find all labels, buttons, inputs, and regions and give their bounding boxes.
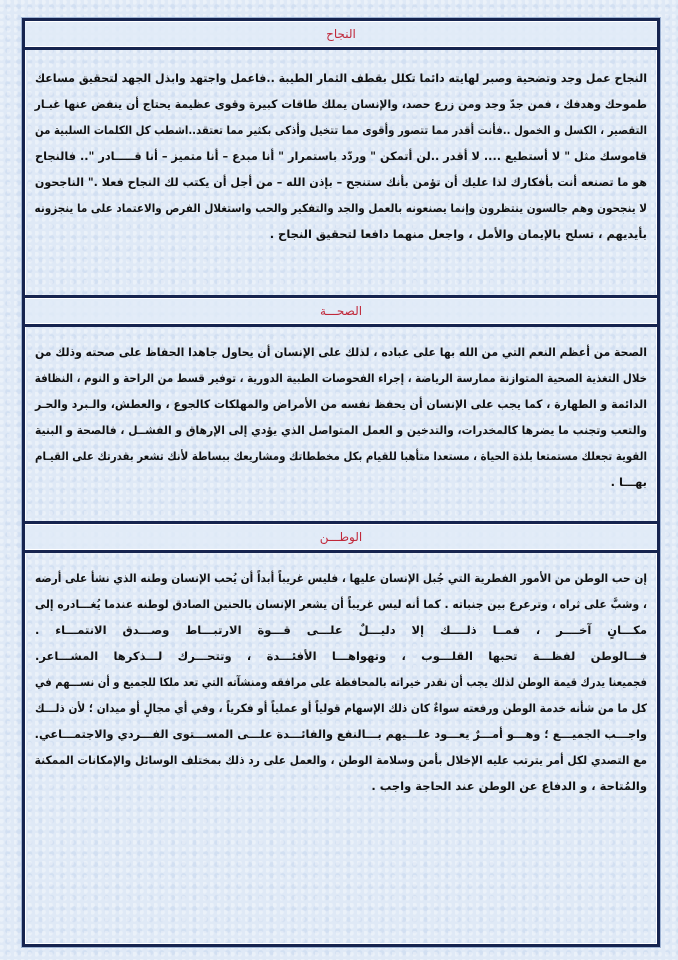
paragraph-line: والتعب وتجنب ما يضرها كالمخدرات، والتدخين و العمل المتواصل الذي يؤدي إلى الإرهاق و الفشــل ، فالصحة و البنية xyxy=(35,423,647,437)
paragraph-line: فجميعنا يدرك قيمة الوطن لذلك يجب أن نقدر خيراته بالمحافظة على مرافقه ومنشآته التي تعد ملكا للجميع و أن نســـهم في xyxy=(35,675,647,689)
paragraph-line: بهـــا . xyxy=(610,475,647,489)
paragraph-line: قاموسك مثل " لا أستطيع .... لا أقدر ..لن أتمكن " وردّد باستمرار " أنا مبدع – أنا متميز – أنا قـــــادر ".. فالنجاح xyxy=(35,149,647,163)
paragraph-line: الصحة من أعظم النعم التي من الله بها على عباده ، لذلك على الإنسان أن يحاول جاهدا الحفاظ على صحته وذلك من xyxy=(35,345,647,359)
paragraph-line: التقصير ، الكسل و الخمول ..فأنت أقدر مما تتصور وأقوى مما تتخيل وأذكى بكثير مما تعتقد..اشطب كل الكلمات السلبية من xyxy=(35,123,647,137)
document-frame xyxy=(22,18,660,947)
paragraph-line: كل ما من شأنه خدمة الوطن ورفعته سواءٌ كان ذلك الإسهام قولياً أو عملياً أو فكرياً ، وفي أي مجالٍ أو ميدان ؛ لأن ذلـــك xyxy=(35,701,647,715)
paragraph-line: خلال التغذية الصحية المتوازنة ممارسة الرياضة ، إجراء الفحوصات الطبية الدورية ، توفير قسط من الراحة و النوم ، النظافة xyxy=(34,371,647,385)
paragraph-line: النجاح عمل وجد وتضحية وصبر لهايته دائما تكلل بقطف الثمار الطيبة ..فاعمل واجتهد وابذل الجهد لتحقيق مساعك xyxy=(35,71,647,85)
paragraph-line: الدائمة و الطهارة ، كما يجب على الإنسان أن يحفظ نفسه من الأمراض والمهلكات كالجوع ، والعطش، والـبرد والحـر xyxy=(34,397,648,411)
paragraph-line: ، وشبَّ على ثراه ، وترعرع بين جنباته . كما أنه ليس غريباً أن يشعر الإنسان بالحنين الصادق لوطنه عندما يُغـــادره إلى xyxy=(35,597,647,611)
paragraph-line: القوية تجعلك مستمتعا بلذة الحياة ، مستعدا متأهبا للقيام بكل مخططاتك ومشاريعك ببساطة لأنك تشعر بقدرتك على القيـام xyxy=(35,449,647,463)
section-body-homeland xyxy=(35,565,647,799)
paragraph-line: مع التصدي لكل أمر يترتب عليه الإخلال بأمن وسلامة الوطن ، والعمل على رد ذلك بمختلف الوسائل والإمكانات الممكنة xyxy=(34,753,648,767)
paragraph-line: واجـــب الجميـــع ؛ وهـــو أمـــرٌ يعـــود علـــيهم بـــالنفع والفائـــدة علـــى المســـتوى الفـــردي والاجتمـــاعي. xyxy=(34,727,647,741)
section-body-health xyxy=(35,339,647,495)
section-title-health: الصحـــة xyxy=(25,295,657,327)
paragraph-line: فـــالوطن لفظـــة تحبها القلـــوب ، وتهواهـــا الأفئـــدة ، وتتحـــرك لـــذكرها المشـــاعر. xyxy=(35,649,647,663)
paragraph-line: والمُتاحة ، و الدفاع عن الوطن عند الحاجة واجب . xyxy=(371,779,647,793)
paragraph-line: طموحك وهدفك ، فمن جدّ وجد ومن زرع حصد، والإنسان يملك طاقات كبيرة وقوى عظيمة يحتاج أن ينفض عنها غبـار xyxy=(34,97,648,111)
paragraph-line: هو ما تصنعه أنت بأفكارك لذا عليك أن تؤمن بأنك ستنجح – بإذن الله – من أجل أن يكتب لك النجاح فعلا ." الناجحون xyxy=(34,175,648,189)
paragraph-line: إن حب الوطن من الأمور الفطرية التي جُبل الإنسان عليها ، فليس غريباً أبداً أن يُحب الإنسان وطنه الذي نشأ على أرضه xyxy=(35,571,647,585)
section-body-success xyxy=(35,65,647,247)
paragraph-line: مكـــانٍ آخــــر ، فمــا ذلــــك إلا دليـــلٌ علـــى قـــوة الارتبـــاط وصـــدق الانتمـــاء . xyxy=(35,623,647,637)
section-title-success: النجاح xyxy=(25,21,657,50)
section-title-homeland: الوطـــن xyxy=(25,521,657,553)
paragraph-line: لا ينجحون وهم جالسون ينتظرون وإنما يصنعونه بالعمل والجد والتفكير والحب واستغلال الفرص والاعتماد على ما ينجزونه xyxy=(34,201,647,215)
paragraph-line: بأيديهم ، تسلح بالإيمان والأمل ، واجعل منهما دافعا لتحقيق النجاح . xyxy=(269,227,647,241)
